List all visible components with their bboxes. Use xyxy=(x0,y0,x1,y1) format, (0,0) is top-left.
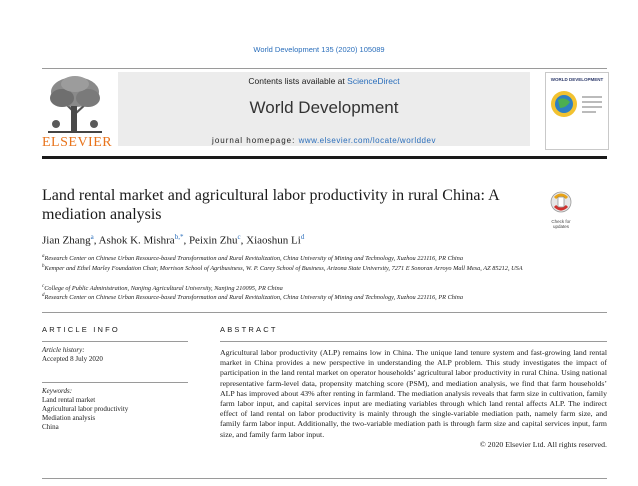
contents-prefix: Contents lists available at xyxy=(248,76,345,86)
header-thick-rule xyxy=(42,156,607,159)
affiliation-text: Research Center on Chinese Urban Resource-based Transformation and Rural Revitalization, China University of Mining and Technology, Xuzhou 221116, PR China xyxy=(44,294,463,302)
abstract-body xyxy=(220,348,607,450)
article-title: Land rental market and agricultural labor productivity in rural China: A mediation analysis xyxy=(42,187,499,223)
affiliation-d xyxy=(42,292,607,303)
globe-icon xyxy=(546,82,608,132)
affiliation-marker: a xyxy=(42,254,45,259)
author-affil-marker[interactable]: b,* xyxy=(174,233,184,241)
author-affil-marker[interactable]: a xyxy=(90,233,94,241)
check-for-updates-badge[interactable] xyxy=(545,190,577,229)
elsevier-wordmark: ELSEVIER xyxy=(42,135,113,150)
journal-homepage-line xyxy=(118,136,530,145)
affiliation-text: Research Center on Chinese Urban Resource-based Transformation and Rural Revitalization, China University of Mining and Technology, Xuzhou 221116, PR China xyxy=(44,255,463,263)
copyright-line: © 2020 Elsevier Ltd. All rights reserved. xyxy=(479,439,607,449)
author-name[interactable]: Ashok K. Mishra xyxy=(98,234,175,247)
check-updates-icon xyxy=(545,190,577,214)
article-info-heading: ARTICLE INFO xyxy=(42,325,120,334)
abstract-rule xyxy=(220,341,607,342)
keyword-item[interactable]: Mediation analysis xyxy=(42,414,96,422)
affiliation-text: College of Public Administration, Nanjing Agricultural University, Nanjing 210095, PR China xyxy=(44,285,283,293)
affiliation-b xyxy=(42,263,607,274)
abstract-heading: ABSTRACT xyxy=(220,325,278,334)
affiliation-a xyxy=(42,253,607,264)
author-affil-marker[interactable]: d xyxy=(300,233,305,241)
keyword-item[interactable]: Land rental market xyxy=(42,396,96,404)
journal-title: World Development xyxy=(249,98,399,117)
author-name[interactable]: Peixin Zhu xyxy=(188,234,238,247)
header-top-rule xyxy=(42,68,607,69)
cover-title: WORLD DEVELOPMENT xyxy=(550,77,604,82)
affiliation-marker: c xyxy=(42,284,45,289)
doi-line[interactable]: World Development 135 (2020) 105089 xyxy=(253,45,385,54)
affiliation-marker: b xyxy=(42,264,45,269)
sciencedirect-link[interactable]: ScienceDirect xyxy=(347,76,400,86)
affiliation-text: Kemper and Ethel Marley Foundation Chair, Morrison School of Agribusiness, W. P. Carey School of Business, Arizona State University, 7271 E Sonoran Arroyo Mall Mesa, AZ 85212, USA xyxy=(44,265,523,273)
check-updates-label: Check for updates xyxy=(551,219,571,229)
keyword-item[interactable]: Agricultural labor productivity xyxy=(42,405,129,413)
affiliations-divider xyxy=(42,312,607,313)
homepage-prefix: journal homepage: xyxy=(212,136,296,145)
contents-line xyxy=(118,76,530,86)
article-info-rule xyxy=(42,341,188,342)
journal-cover-thumbnail[interactable] xyxy=(545,72,609,150)
keyword-item[interactable]: China xyxy=(42,423,59,431)
history-label: Article history: xyxy=(42,346,85,354)
accepted-date: Accepted 8 July 2020 xyxy=(42,355,103,363)
abstract-text: Agricultural labor productivity (ALP) remains low in China. The unique land tenure system and fast-growing land rental market in China provides a new perspective in understanding the ALP problem. This study investigates the impact of participation in the land rental market on operator households’ agricultural labor productivity in rural China. Using national representative farm-level data, propensity matching score (PSM), and mediation analysis, we find that farm households’ ALP has improved about 43% after renting in farmland. The mediation analysis reveals that farm size in cultivation, family farm labor input, and capital services input are mediating variables through which land rental affects ALP. The indirect effect of land rental on labor productivity is mainly through the single-variable mediation path, namely farm size, and family farm labor input. Additionally, the two-variable mediation path is through farm size and capital services input, farm size, and family farm labor input. xyxy=(220,348,607,439)
author-name[interactable]: Jian Zhang xyxy=(42,234,91,247)
affiliation-marker: d xyxy=(42,293,45,298)
author-list: Jian Zhang$^a$, Ashok K. Mishra$^{b,*}$, Peixin Zhu$^c$, Xiaoshun Li$^d$ xyxy=(42,233,305,247)
author-name[interactable]: Xiaoshun Li xyxy=(246,234,301,247)
homepage-link[interactable]: www.elsevier.com/locate/worlddev xyxy=(298,136,436,145)
author-affil-marker[interactable]: c xyxy=(237,233,241,241)
footer-rule xyxy=(42,478,607,479)
keywords-rule xyxy=(42,382,188,383)
keywords-label: Keywords: xyxy=(42,387,73,395)
